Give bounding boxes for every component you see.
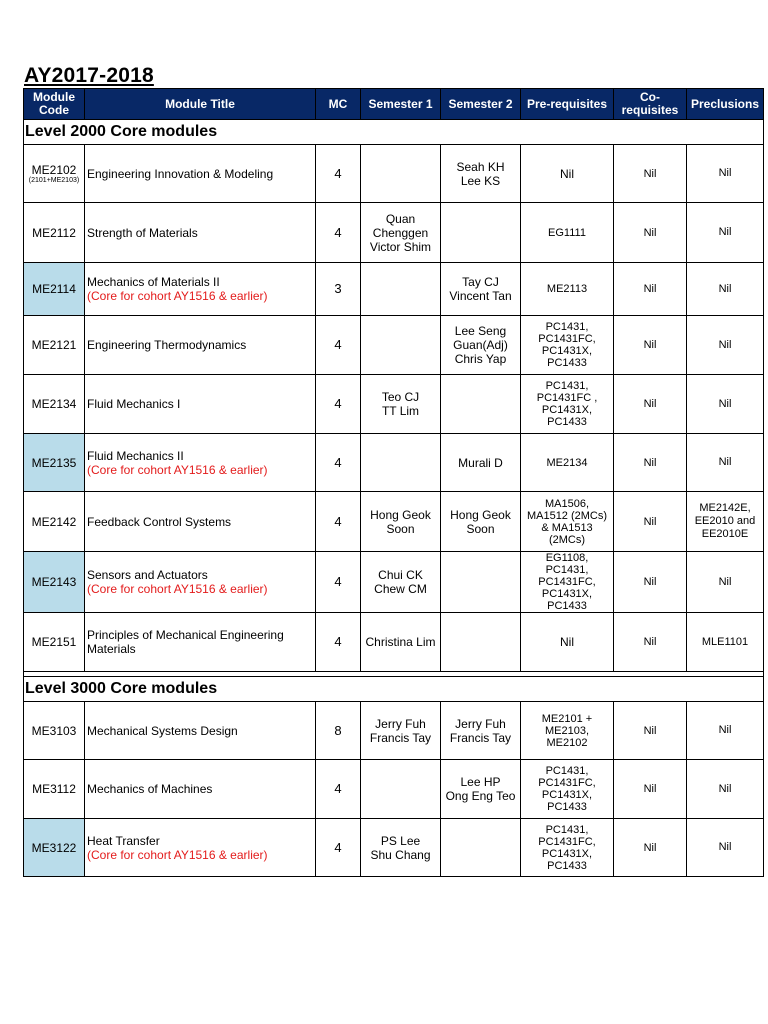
lecturer-line: PS Lee [380,833,421,848]
module-credits: 4 [316,145,361,203]
module-code-note: (2101+ME2103) [28,176,80,184]
semester-2-lecturers [441,552,521,613]
prerequisites [521,760,614,819]
table-row [24,552,764,613]
cohort-note: (Core for cohort AY1516 & earlier) [87,582,268,596]
module-code-text: ME2142 [31,514,77,529]
table-row [24,145,764,203]
preclusion-line: ME2142E, [699,502,751,514]
module-title-text: Engineering Thermodynamics [87,338,247,352]
semester-2-lecturers [441,492,521,552]
corequisites: Nil [614,552,687,613]
preclusion-line: Nil [718,282,732,295]
lecturer-line: Shu Chang [370,847,431,862]
lecturer-line: Chui CK [378,568,423,582]
header-module-code: Module Code [24,89,85,120]
table-body [24,120,764,877]
module-code [24,819,85,877]
lecturer-line: Soon [466,521,495,536]
prerequisite-line: PC1433 [547,859,587,872]
preclusions [687,492,764,552]
header-prerequisites: Pre-requisites [521,89,614,120]
prerequisite-line: PC1431, [545,823,589,836]
preclusions [687,375,764,434]
corequisites: Nil [614,702,687,760]
module-code [24,552,85,613]
module-credits: 4 [316,760,361,819]
lecturer-line: Christina Lim [365,635,436,649]
header-corequisites: Co-requisites [614,89,687,120]
semester-1-lecturers [361,760,441,819]
lecturer-line: Guan(Adj) [453,338,508,352]
prerequisite-line: PC1433 [547,357,587,369]
preclusion-line: Nil [718,456,732,468]
semester-2-lecturers [441,819,521,877]
module-code [24,375,85,434]
header-module-title: Module Title [85,89,316,120]
lecturer-line: Lee HP [460,775,501,789]
module-title-text: Feedback Control Systems [87,514,232,529]
semester-1-lecturers [361,702,441,760]
prerequisite-line: ME2134 [546,456,588,469]
semester-1-lecturers [361,613,441,672]
lecturer-line: Francis Tay [449,730,512,745]
prerequisites [521,263,614,316]
corequisites: Nil [614,375,687,434]
module-credits: 4 [316,316,361,375]
module-title-text: Mechanics of Machines [87,782,213,796]
module-title-text: Heat Transfer [87,833,160,848]
semester-1-lecturers [361,203,441,263]
lecturer-line: Victor Shim [369,239,432,254]
semester-1-lecturers [361,434,441,492]
semester-1-lecturers [361,316,441,375]
preclusion-line: EE2010E [701,528,749,540]
preclusion-line: Nil [718,338,732,351]
module-credits: 4 [316,552,361,613]
semester-2-lecturers [441,702,521,760]
prerequisite-line: PC1433 [547,416,587,428]
preclusions [687,819,764,877]
preclusion-line: Nil [718,226,732,238]
module-title [85,760,316,819]
prerequisite-line: ME2103, [544,724,590,737]
table-row [24,613,764,672]
prerequisite-line: PC1433 [547,801,587,813]
module-code [24,702,85,760]
prerequisite-line: PC1431, [545,380,589,392]
table-row [24,492,764,552]
table-row [24,203,764,263]
table-row [24,702,764,760]
module-title [85,702,316,760]
lecturer-line: Quan [385,211,416,226]
module-title [85,263,316,316]
table-row [24,316,764,375]
header-row [24,89,764,120]
prerequisite-line: MA1506, [544,497,590,510]
preclusion-line: MLE1101 [701,635,749,648]
preclusions [687,613,764,672]
cohort-note: (Core for cohort AY1516 & earlier) [87,847,268,862]
prerequisites [521,434,614,492]
prerequisite-line: PC1431X, [541,345,593,357]
module-code-text: ME2151 [31,635,77,649]
section-heading: Level 2000 Core modules [24,120,764,145]
module-title-text: Principles of Mechanical Engineering Materials [87,628,284,656]
preclusions [687,145,764,203]
lecturer-line: Francis Tay [369,730,432,745]
module-code [24,492,85,552]
prerequisite-line: ME2101 + [541,712,593,725]
module-code-text: ME3122 [31,840,77,855]
lecturer-line: Soon [386,521,415,536]
module-code [24,145,85,203]
module-title [85,316,316,375]
corequisites: Nil [614,263,687,316]
lecturer-line: Chenggen [372,225,429,240]
preclusion-line: Nil [718,841,732,853]
corequisites: Nil [614,760,687,819]
module-title [85,434,316,492]
module-title [85,552,316,613]
prerequisite-line: PC1431FC, [538,835,596,848]
lecturer-line: Chris Yap [454,352,507,366]
preclusion-line: Nil [718,167,732,179]
semester-1-lecturers [361,492,441,552]
preclusion-line: EE2010 and [694,515,756,527]
prerequisite-line: PC1431, [545,765,589,777]
prerequisite-line: Nil [560,166,574,181]
preclusion-line: Nil [718,397,732,410]
prerequisites [521,203,614,263]
lecturer-line: Hong Geok [450,507,511,522]
table-row [24,819,764,877]
prerequisite-line: PC1431FC, [538,333,596,345]
module-credits: 3 [316,263,361,316]
corequisites: Nil [614,434,687,492]
module-code [24,316,85,375]
prerequisites [521,492,614,552]
prerequisite-line: PC1431FC , [536,392,598,404]
preclusions [687,552,764,613]
prerequisites [521,702,614,760]
prerequisites [521,613,614,672]
prerequisites [521,819,614,877]
semester-1-lecturers [361,375,441,434]
module-code-text: ME2135 [31,455,77,470]
prerequisites [521,375,614,434]
lecturer-line: Jerry Fuh [455,716,506,731]
lecturer-line: Seah KH [456,159,505,174]
module-code-text: ME2114 [32,282,76,296]
module-title-text: Fluid Mechanics I [87,397,181,411]
module-code [24,613,85,672]
module-title-text: Mechanical Systems Design [87,723,238,738]
lecturer-line: Tay CJ [462,275,499,289]
semester-2-lecturers [441,263,521,316]
corequisites: Nil [614,316,687,375]
lecturer-line: Teo CJ [381,390,420,404]
semester-1-lecturers [361,819,441,877]
prerequisite-line: PC1433 [547,600,587,612]
module-credits: 4 [316,203,361,263]
prerequisite-line: PC1431X, [541,847,593,860]
prerequisite-line: ME2102 [546,736,588,749]
corequisites: Nil [614,613,687,672]
module-title [85,145,316,203]
module-title-text: Mechanics of Materials II [87,275,220,289]
header-semester-2: Semester 2 [441,89,521,120]
semester-2-lecturers [441,203,521,263]
table-row [24,375,764,434]
prerequisite-line: EG1108, [545,552,589,564]
corequisites: Nil [614,145,687,203]
module-credits: 4 [316,492,361,552]
preclusions [687,263,764,316]
table-row [24,263,764,316]
prerequisite-line: Nil [560,635,574,649]
prerequisite-line: & MA1513 [541,521,593,534]
prerequisite-line: PC1431, [545,321,589,333]
lecturer-line: Lee KS [460,173,501,188]
module-code-text: ME2121 [31,338,77,352]
table-row [24,760,764,819]
prerequisite-line: PC1431FC, [538,777,596,789]
module-code [24,263,85,316]
lecturer-line: TT Lim [381,404,420,418]
lecturer-line: Chew CM [374,582,427,596]
prerequisites [521,316,614,375]
semester-1-lecturers [361,145,441,203]
prerequisite-line: PC1431X, [541,404,593,416]
lecturer-line: Ong Eng Teo [445,789,516,803]
prerequisite-line: PC1431X, [541,789,593,801]
cohort-note: (Core for cohort AY1516 & earlier) [87,462,268,477]
semester-2-lecturers [441,145,521,203]
semester-1-lecturers [361,552,441,613]
module-title-text: Fluid Mechanics II [87,448,184,463]
semester-1-lecturers [361,263,441,316]
header-semester-1: Semester 1 [361,89,441,120]
semester-2-lecturers [441,434,521,492]
module-code-text: ME2112 [32,225,76,240]
module-title-text: Engineering Innovation & Modeling [87,166,274,181]
semester-2-lecturers [441,316,521,375]
semester-2-lecturers [441,613,521,672]
module-title-text: Strength of Materials [87,225,198,240]
prerequisite-line: (2MCs) [548,533,586,546]
prerequisites [521,145,614,203]
prerequisite-line: PC1431X, [541,588,593,600]
prerequisite-line: PC1431, [545,564,589,576]
lecturer-line: Jerry Fuh [375,716,426,731]
section-row [24,120,764,145]
corequisites: Nil [614,819,687,877]
header-mc: MC [316,89,361,120]
preclusions [687,434,764,492]
corequisites: Nil [614,492,687,552]
module-credits: 8 [316,702,361,760]
module-title [85,375,316,434]
preclusion-line: Nil [718,575,732,588]
module-title [85,613,316,672]
cohort-note: (Core for cohort AY1516 & earlier) [87,289,268,303]
module-credits: 4 [316,434,361,492]
module-credits: 4 [316,613,361,672]
module-code-text: ME2102 [31,162,77,177]
module-code [24,434,85,492]
header-preclusions: Preclusions [687,89,764,120]
module-code [24,203,85,263]
module-code-text: ME3112 [32,782,76,796]
lecturer-line: Vincent Tan [449,289,512,303]
module-title [85,819,316,877]
preclusions [687,760,764,819]
corequisites: Nil [614,203,687,263]
lecturer-line: Lee Seng [454,324,507,338]
preclusions [687,203,764,263]
module-code-text: ME3103 [31,723,77,738]
preclusions [687,702,764,760]
module-credits: 4 [316,819,361,877]
module-code [24,760,85,819]
module-code-text: ME2134 [31,397,77,411]
table-row [24,434,764,492]
preclusion-line: Nil [718,724,732,736]
prerequisite-line: EG1111 [548,226,586,239]
prerequisite-line: ME2113 [546,283,588,295]
module-code-text: ME2143 [31,575,77,589]
page-title: AY2017-2018 [24,64,154,87]
preclusions [687,316,764,375]
module-title-text: Sensors and Actuators [87,568,208,582]
prerequisite-line: MA1512 (2MCs) [526,509,608,522]
semester-2-lecturers [441,375,521,434]
lecturer-line: Murali D [458,455,503,470]
modules-table [23,88,764,877]
prerequisites [521,552,614,613]
lecturer-line: Hong Geok [370,507,431,522]
section-row [24,677,764,702]
module-credits: 4 [316,375,361,434]
preclusion-line: Nil [718,782,732,795]
section-heading: Level 3000 Core modules [24,677,764,702]
module-title [85,492,316,552]
prerequisite-line: PC1431FC, [538,576,596,588]
module-title [85,203,316,263]
semester-2-lecturers [441,760,521,819]
